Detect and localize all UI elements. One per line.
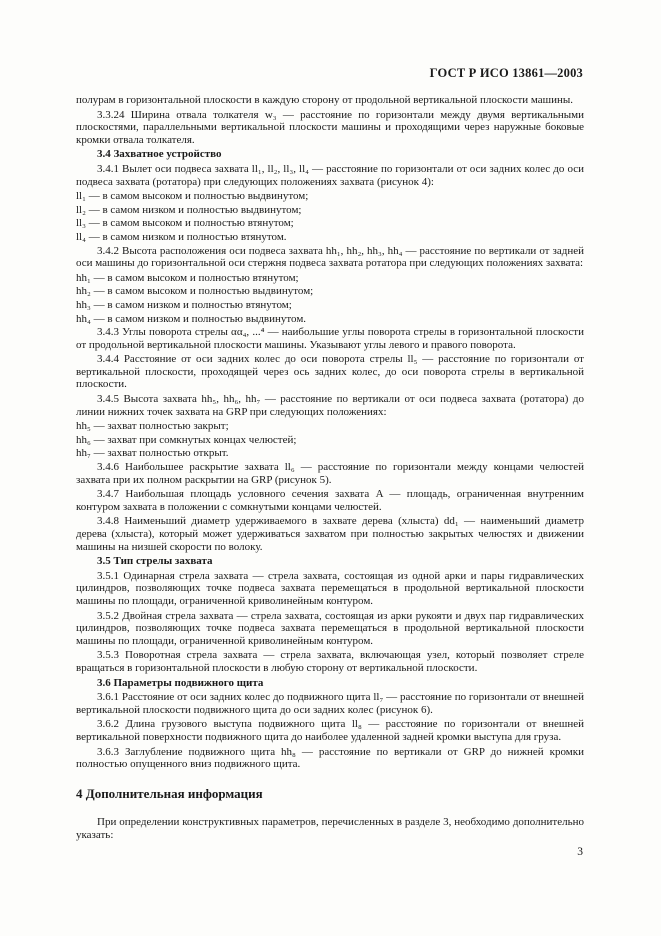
list-item: hh₆ — захват при сомкнутых концах челюстей; [76, 433, 297, 446]
paragraph: 3.4.6 Наибольшее раскрытие захвата ll₆ — расстояние по горизонтали между концами челюстей захвата при их полном раскрытии на GRP (рисунок 5). [76, 461, 584, 486]
paragraph: полурам в горизонтальной плоскости в каждую сторону от продольной вертикальной плоскости машины. [76, 94, 574, 106]
page-number: 3 [577, 846, 583, 858]
paragraph: 3.6.1 Расстояние от оси задних колес до подвижного щита ll₇ — расстояние по горизонтали от внешней вертикальной плоскости подвижного щита до оси задних колес (рисунок 6). [76, 691, 584, 716]
list-item: ll₁ — в самом высоком и полностью выдвинутом; [76, 190, 309, 203]
document-body [76, 94, 584, 843]
list-item: hh₅ — захват полностью закрыт; [76, 420, 229, 433]
section-heading: 3.5 Тип стрелы захвата [97, 555, 213, 568]
paragraph: 3.4.4 Расстояние от оси задних колес до оси поворота стрелы ll₅ — расстояние по горизонтали от вертикальной плоскости, проходящей через ось задних колес, до оси поворота стрелы в вертикальной плоскости. [76, 353, 584, 391]
paragraph: 3.4.1 Вылет оси подвеса захвата ll₁, ll₂, ll₃, ll₄ — расстояние по горизонтали от оси задних колес до оси подвеса захвата (ротатора) при следующих положениях захвата (рисунок 4): [76, 162, 584, 188]
section-heading: 4 Дополнительная информация [76, 785, 263, 801]
list-item: hh₁ — в самом высоком и полностью втянутом; [76, 271, 299, 284]
paragraph: 3.4.3 Углы поворота стрелы αα₄, ...⁴ — наибольшие углы поворота стрелы в горизонтальной плоскости от продольной вертикальной плоскости машины. Указывают углы левого и правого поворота. [76, 326, 584, 351]
list-item: ll₄ — в самом низком и полностью втянутом. [76, 230, 287, 243]
section-heading: 3.4 Захватное устройство [97, 148, 222, 161]
list-item: hh₂ — в самом высоком и полностью выдвинутом; [76, 285, 314, 298]
section-heading: 3.6 Параметры подвижного щита [97, 676, 264, 689]
paragraph: 3.4.8 Наименьший диаметр удерживаемого в захвате дерева (хлыста) dd₁ — наименьший диаметр дерева (хлыста), который может удерживаться захватом при полностью закрытых челюстях и движении машины на низшей скорости по волоку. [76, 515, 584, 553]
document-header: ГОСТ Р ИСО 13861—2003 [429, 66, 583, 80]
paragraph: 3.4.2 Высота расположения оси подвеса захвата hh₁, hh₂, hh₃, hh₄ — расстояние по вертикали от задней оси машины до горизонтальной оси стержня подвеса захвата ротатора при следующих положениях захвата: [76, 244, 584, 270]
paragraph: 3.3.24 Ширина отвала толкателя w₃ — расстояние по горизонтали между двумя вертикальными плоскостями, параллельными вертикальной плоскости машины и проходящими через наружные боковые кромки отвала толкателя. [76, 108, 584, 146]
list-item: hh₄ — в самом низком и полностью выдвинутом. [76, 312, 307, 325]
list-item: hh₇ — захват полностью открыт. [76, 447, 229, 460]
list-item: hh₃ — в самом низком и полностью втянутом; [76, 298, 292, 311]
paragraph: При определении конструктивных параметров, перечисленных в разделе 3, необходимо дополнительно указать: [76, 816, 584, 841]
paragraph: 3.5.1 Одинарная стрела захвата — стрела захвата, состоящая из одной арки и пары гидравлических цилиндров, позволяющих точке подвеса захвата перемещаться в продольной вертикальной плоскости машины по площади, ограниченной криволинейным контуром. [76, 569, 584, 607]
paragraph: 3.4.7 Наибольшая площадь условного сечения захвата A — площадь, ограниченная внутренним контуром захвата в положении с сомкнутыми концами челюстей. [76, 488, 584, 513]
paragraph: 3.6.3 Заглубление подвижного щита hh₈ — расстояние по вертикали от GRP до нижней кромки полностью опущенного вниз подвижного щита. [76, 745, 584, 771]
paragraph: 3.6.2 Длина грузового выступа подвижного щита ll₈ — расстояние по горизонтали от внешней вертикальной поверхности подвижного щита до наиболее удаленной задней кромки выступа для груза. [76, 718, 584, 743]
paragraph: 3.5.2 Двойная стрела захвата — стрела захвата, состоящая из арки рукояти и двух пар гидравлических цилиндров, позволяющих точке подвеса захвата перемещаться в продольной вертикальной плоскости машины по площади, ограниченной криволинейным контуром. [76, 609, 584, 647]
paragraph: 3.4.5 Высота захвата hh₅, hh₆, hh₇ — расстояние по вертикали от оси подвеса захвата (ротатора) до линии нижних точек захвата на GRP при следующих положениях: [76, 393, 584, 418]
list-item: ll₃ — в самом высоком и полностью втянутом; [76, 217, 294, 230]
paragraph: 3.5.3 Поворотная стрела захвата — стрела захвата, включающая узел, который позволяет стреле вращаться в горизонтальной плоскости в любую сторону от вертикальной плоскости. [76, 649, 584, 674]
list-item: ll₂ — в самом низком и полностью выдвинутом; [76, 203, 302, 216]
